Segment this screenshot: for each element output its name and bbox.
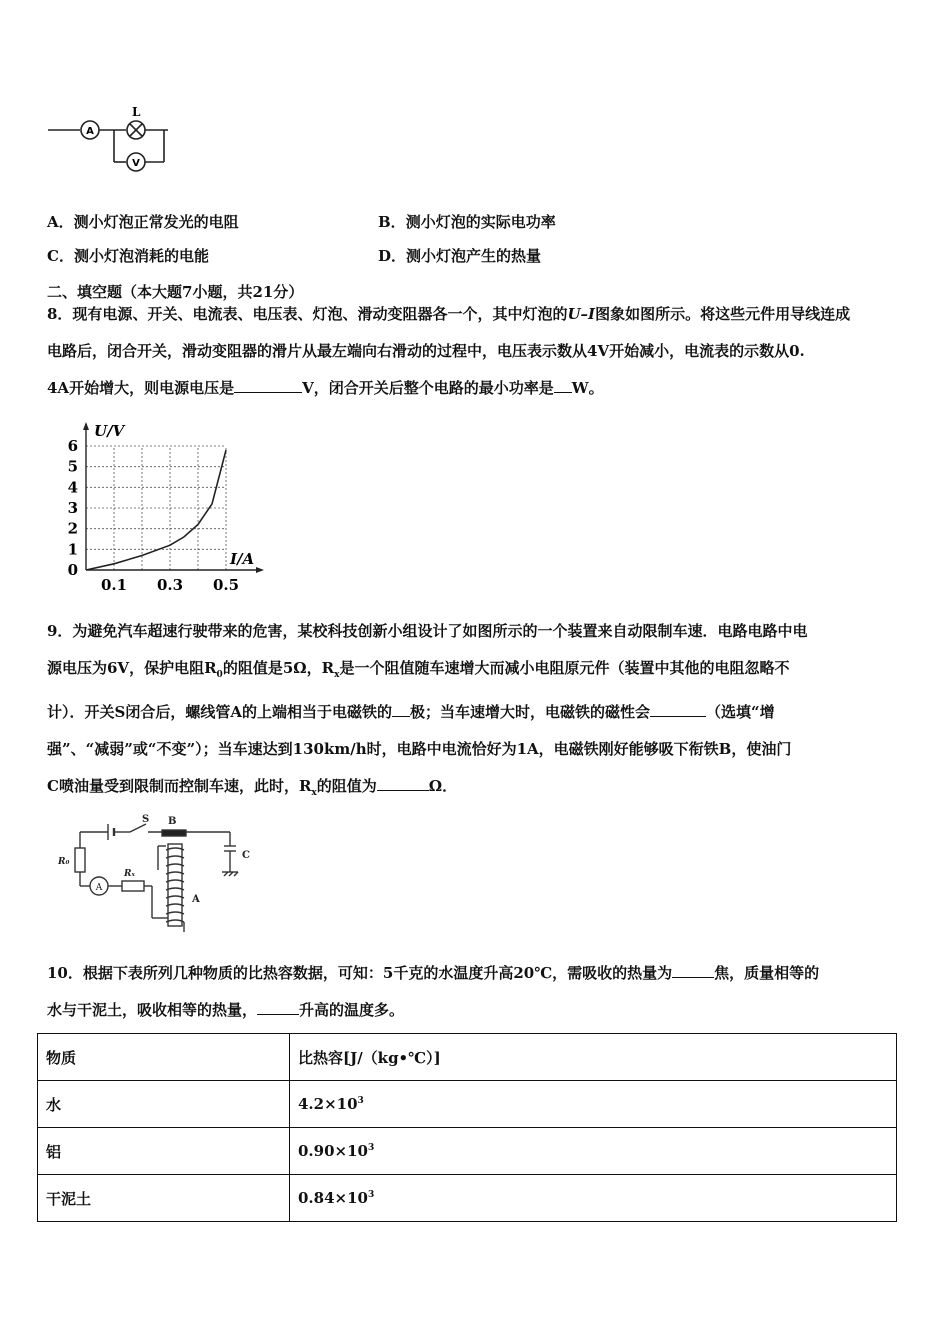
rx-symbol (122, 881, 144, 891)
table-row (38, 1175, 897, 1222)
table-cell-substance: 干泥土 (38, 1175, 290, 1222)
answer-blank-pole[interactable] (392, 702, 410, 717)
table-cell-value: $4.2\times 10^3$ (290, 1081, 897, 1128)
lamp-label: L (132, 105, 141, 119)
svg-text:Rₓ: Rₓ (124, 869, 135, 879)
answer-blank-voltage[interactable] (234, 378, 302, 393)
y-axis-arrow (83, 422, 89, 430)
table-header-row (38, 1034, 897, 1081)
question-9: 9．为避免汽车超速行驶带来的危害，某校科技创新小组设计了如图所示的一个装置来自动限制车速．电路电路中电 源电压为6V，保护电阻$R_0$的阻值是5Ω，$R_x$是一个阻值随车速增大而减小电阻原元件（装置中其他的电阻忽略不 计）．开关S闭合后，螺线管A的上端相当于电磁铁的 极；当车速增大时，电磁铁的磁性会 （选填“增 强”、“减弱”或“不变”）；当车速达到130km/h时，电路中电流恰好为1A，电磁铁刚好能够吸下衔铁B，使油门 C喷油量受到限制而控制车速，此时，$R_x$的阻值为 Ω． (47, 622, 808, 798)
y-tick-label: 6 (67, 437, 78, 455)
ui-curve (86, 450, 226, 570)
specific-heat-table (37, 1033, 897, 1222)
r0-symbol (75, 848, 85, 872)
option-d[interactable]: D．测小灯泡产生的热量 (378, 247, 542, 265)
question-8: 8．现有电源、开关、电流表、电压表、灯泡、滑动变阻器各一个，其中灯泡的U–I图象如图所示。将这些元件用导线连成 电路后，闭合开关，滑动变阻器的滑片从最左端向右滑动的过程中，电压表示数从4V开始减小，电流表的示数从0. 4A开始增大，则电源电压是 V，闭合开关后整个电路的最小功率是 W。 (47, 305, 851, 397)
x-axis-arrow (256, 567, 264, 573)
switch-s (130, 824, 146, 832)
y-tick-label: 5 (67, 457, 78, 476)
svg-text:S: S (142, 814, 150, 825)
svg-text:C: C (242, 850, 250, 861)
table-header-cell: 比热容[J/（kg•℃）] (290, 1034, 897, 1081)
x-tick-label: 0.1 (100, 576, 128, 594)
circuit-diagram-lamp (44, 100, 174, 180)
svg-text:R₀: R₀ (58, 857, 70, 867)
y-tick-label: 4 (67, 478, 78, 497)
table-cell-substance: 水 (38, 1081, 290, 1128)
option-a[interactable]: A．测小灯泡正常发光的电阻 (47, 213, 239, 231)
voltmeter-label: V (132, 158, 140, 169)
y-tick-label: 1 (67, 540, 78, 559)
table-row (38, 1128, 897, 1175)
answer-blank-heat[interactable] (672, 963, 714, 978)
table-row (38, 1081, 897, 1128)
y-axis-label: U/V (94, 422, 125, 440)
option-b[interactable]: B．测小灯泡的实际电功率 (378, 213, 556, 231)
ui-graph (58, 418, 268, 594)
x-tick-label: 0.3 (156, 576, 184, 594)
table-cell-value: $0.84\times 10^3$ (290, 1175, 897, 1222)
x-axis-label: I/A (230, 550, 255, 568)
y-tick-label: 3 (67, 499, 78, 517)
table-cell-value: $0.90\times 10^3$ (290, 1128, 897, 1175)
answer-blank-rx[interactable] (377, 776, 429, 791)
answer-blank-power[interactable] (554, 378, 572, 393)
answer-blank-magnetism[interactable] (650, 702, 706, 717)
question-10: 10．根据下表所列几种物质的比热容数据，可知：5千克的水温度升高20℃，需吸收的热量为 焦，质量相等的 水与干泥土，吸收相等的热量， 升高的温度多。 (47, 964, 820, 1019)
y-tick-label: 0 (67, 561, 78, 579)
option-c[interactable]: C．测小灯泡消耗的电能 (47, 247, 209, 265)
ammeter-label: A (86, 126, 94, 137)
table-cell-substance: 铝 (38, 1128, 290, 1175)
y-tick-label: 2 (67, 519, 78, 538)
table-header-cell: 物质 (38, 1034, 290, 1081)
x-tick-label: 0.5 (212, 576, 240, 594)
svg-text:B: B (168, 816, 177, 827)
circuit-diagram-speed-limiter (50, 810, 265, 935)
answer-blank-substance[interactable] (257, 1000, 299, 1015)
svg-text:A: A (95, 883, 103, 893)
section-title: 二、填空题（本大题7小题，共21分） (47, 283, 304, 301)
svg-text:A: A (192, 894, 200, 905)
